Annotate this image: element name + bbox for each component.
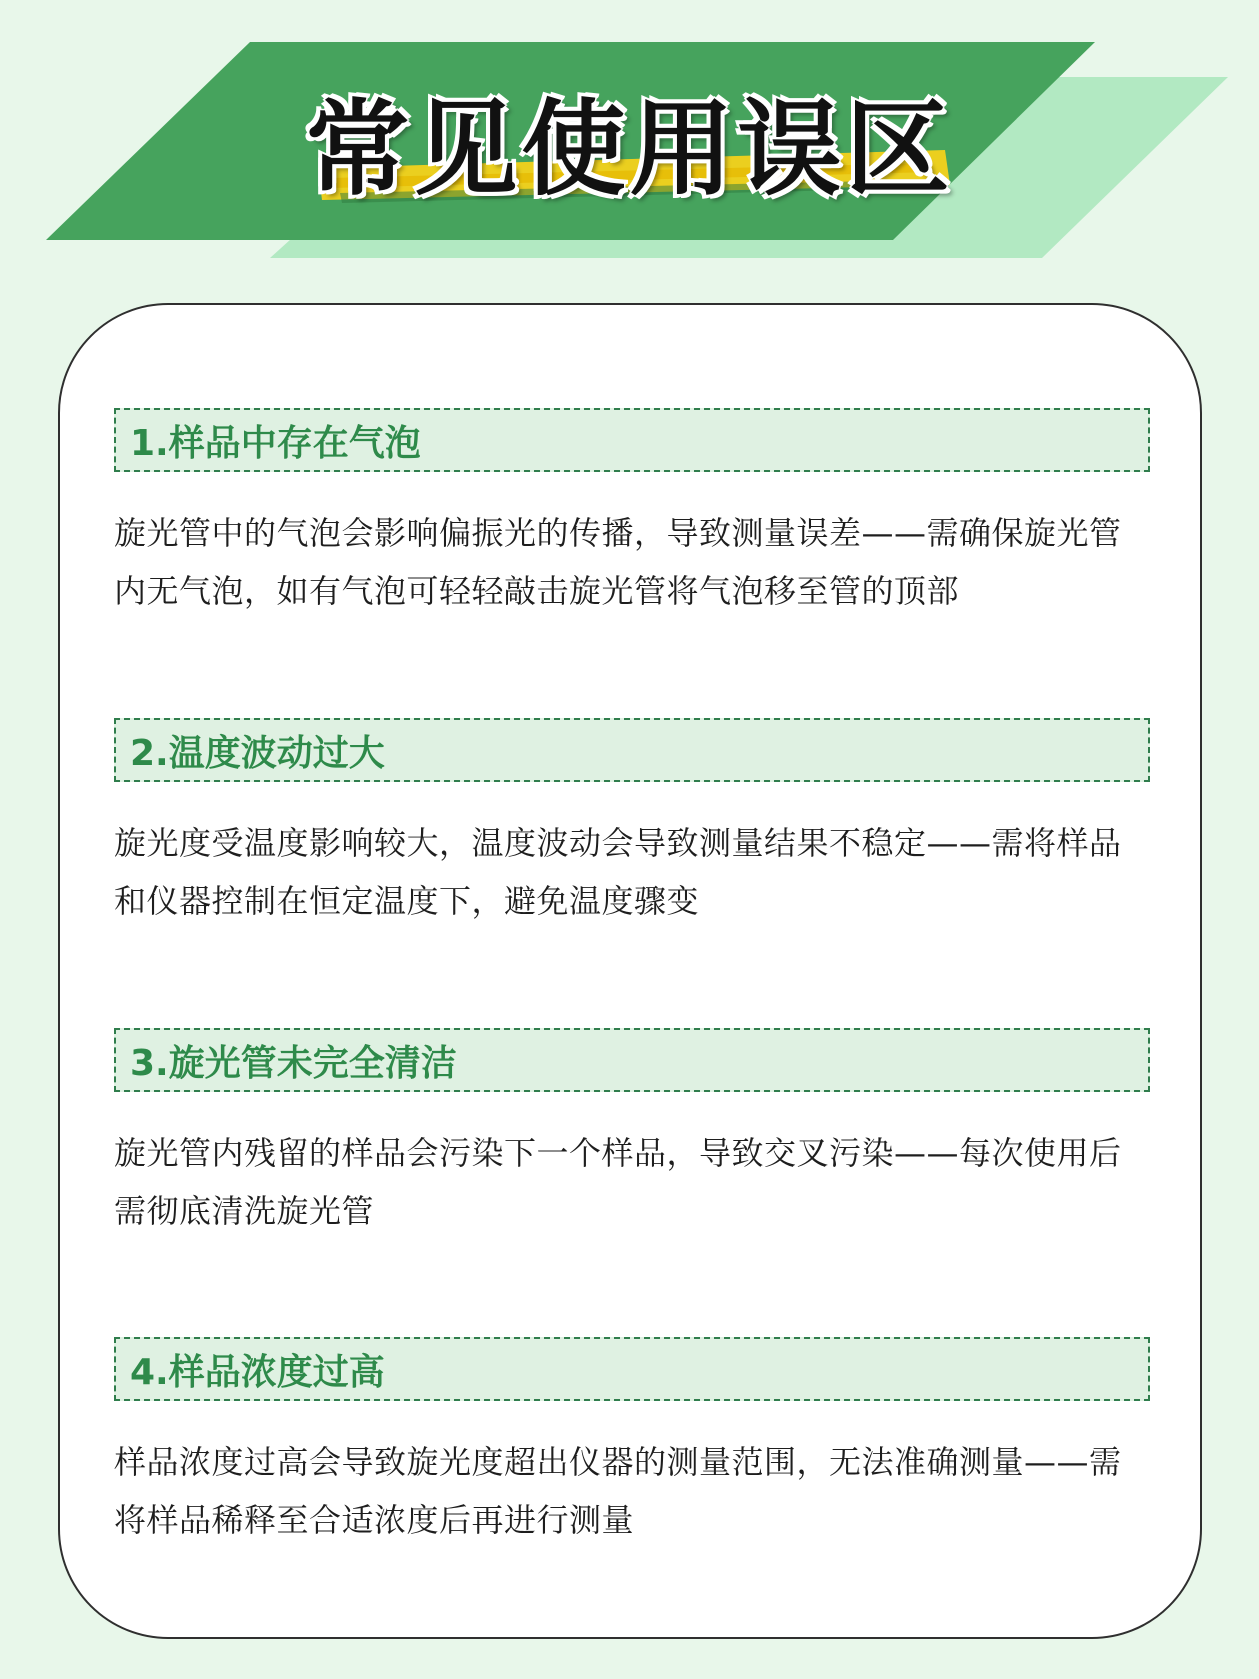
section-header (114, 1028, 1150, 1092)
section-body: 旋光管内残留的样品会污染下一个样品，导致交叉污染——每次使用后需彻底清洗旋光管 (114, 1134, 1122, 1230)
section-header (114, 718, 1150, 782)
section-3 (114, 1028, 1150, 1240)
header-banner (0, 0, 1259, 280)
section-body: 旋光度受温度影响较大，温度波动会导致测量结果不稳定——需将样品和仪器控制在恒定温度下，避免温度骤变 (114, 824, 1122, 920)
section-1 (114, 408, 1150, 620)
section-4 (114, 1337, 1150, 1549)
section-body: 样品浓度过高会导致旋光度超出仪器的测量范围，无法准确测量——需将样品稀释至合适浓度后再进行测量 (114, 1443, 1122, 1539)
content-card (58, 303, 1202, 1639)
section-title: 4.样品浓度过高 (130, 1351, 385, 1393)
section-title: 1.样品中存在气泡 (130, 422, 421, 464)
section-header (114, 1337, 1150, 1401)
section-body: 旋光管中的气泡会影响偏振光的传播，导致测量误差——需确保旋光管内无气泡，如有气泡可轻轻敲击旋光管将气泡移至管的顶部 (114, 514, 1122, 610)
section-title: 3.旋光管未完全清洁 (130, 1042, 457, 1084)
section-2 (114, 718, 1150, 930)
section-header (114, 408, 1150, 472)
page-title: 常见使用误区 (305, 88, 954, 210)
section-title: 2.温度波动过大 (130, 732, 385, 774)
